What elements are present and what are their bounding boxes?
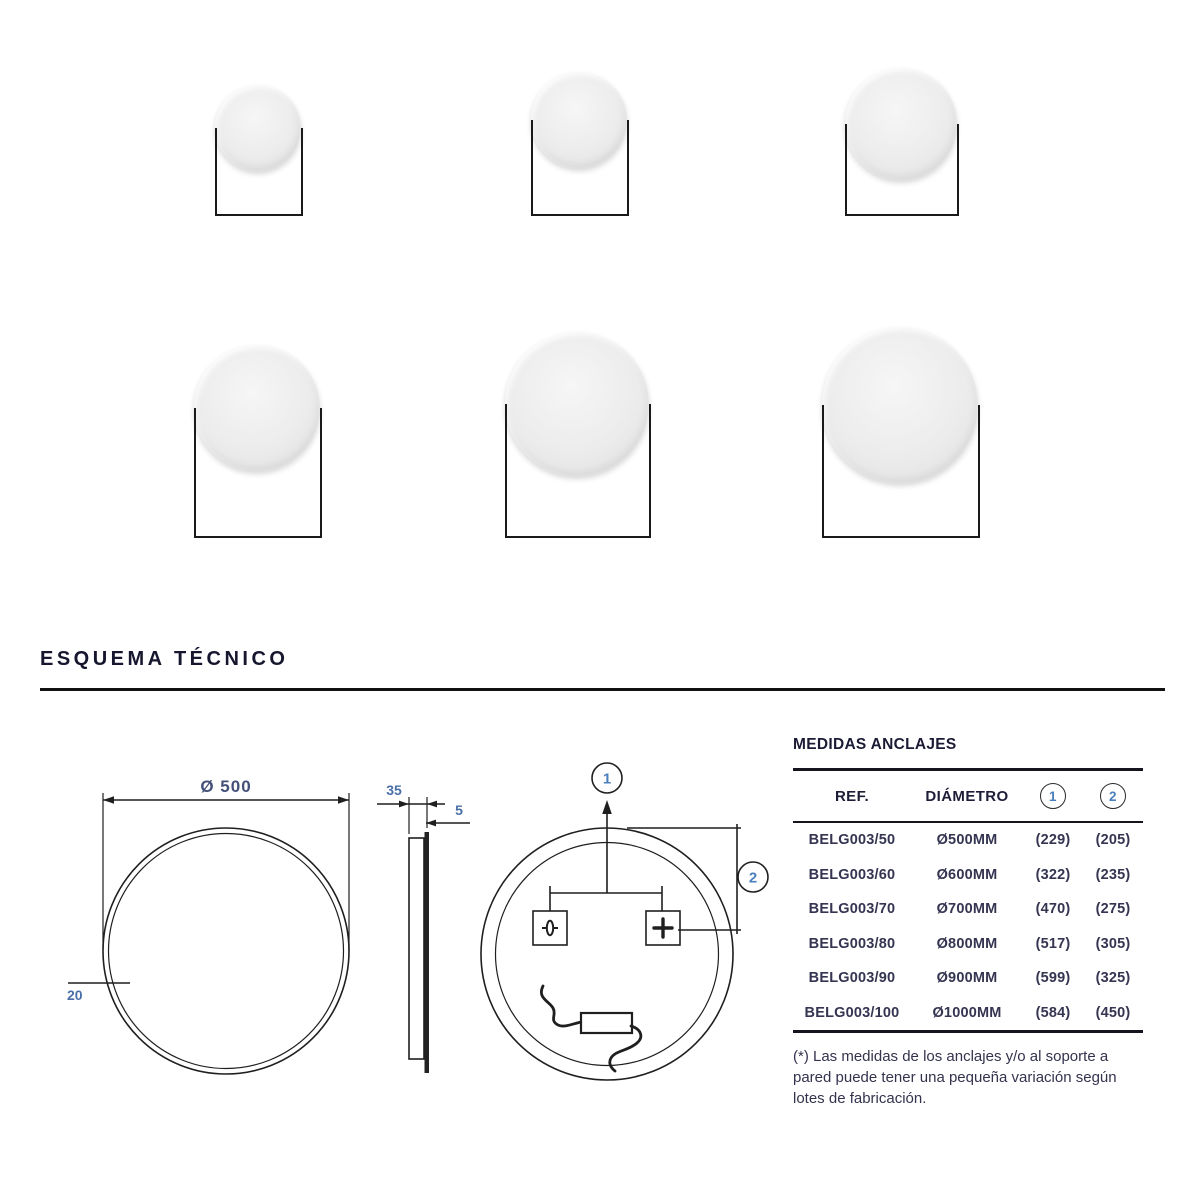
cell-ref: BELG003/100 bbox=[804, 1004, 900, 1021]
rear-view bbox=[481, 763, 768, 1080]
cell-anchor1: (229) bbox=[1035, 832, 1071, 849]
cell-diameter: Ø800MM bbox=[936, 935, 998, 952]
cell-anchor2: (450) bbox=[1095, 1004, 1131, 1021]
cell-ref: BELG003/70 bbox=[808, 901, 896, 918]
circled-1-icon: 1 bbox=[1040, 783, 1066, 809]
anchors-table bbox=[793, 768, 1143, 1033]
cell-anchor2: (305) bbox=[1095, 935, 1131, 952]
section-divider bbox=[40, 688, 1165, 691]
side-depth-label: 35 bbox=[386, 782, 402, 798]
cell-anchor2: (275) bbox=[1095, 901, 1131, 918]
circled-2-icon: 2 bbox=[1100, 783, 1126, 809]
side-view bbox=[377, 782, 470, 1073]
cell-ref: BELG003/50 bbox=[808, 832, 896, 849]
front-view bbox=[67, 777, 349, 1074]
section-title-esquema-tecnico: ESQUEMA TÉCNICO bbox=[40, 648, 289, 670]
edge-width-label: 20 bbox=[67, 987, 83, 1003]
dimension-bracket-60 bbox=[531, 120, 629, 216]
cell-anchor2: (205) bbox=[1095, 832, 1131, 849]
cell-anchor1: (517) bbox=[1035, 935, 1071, 952]
cell-anchor1: (599) bbox=[1035, 970, 1071, 987]
col-header-diameter: DIÁMETRO bbox=[925, 787, 1009, 805]
table-row bbox=[793, 858, 1143, 893]
table-row bbox=[793, 996, 1143, 1031]
table-row bbox=[793, 823, 1143, 858]
cell-diameter: Ø1000MM bbox=[932, 1004, 1002, 1021]
cell-anchor2: (325) bbox=[1095, 970, 1131, 987]
dimension-bracket-90 bbox=[505, 404, 651, 538]
cell-diameter: Ø600MM bbox=[936, 866, 998, 883]
cell-anchor2: (235) bbox=[1095, 866, 1131, 883]
cell-anchor1: (322) bbox=[1035, 866, 1071, 883]
anchor2-marker: 2 bbox=[748, 869, 758, 887]
cell-diameter: Ø900MM bbox=[936, 970, 998, 987]
table-row bbox=[793, 961, 1143, 996]
technical-drawing bbox=[0, 740, 790, 1120]
table-row bbox=[793, 892, 1143, 927]
anchor1-marker: 1 bbox=[602, 770, 612, 788]
dimension-bracket-50 bbox=[215, 128, 303, 216]
cell-anchor1: (470) bbox=[1035, 901, 1071, 918]
cell-diameter: Ø500MM bbox=[936, 832, 998, 849]
col-header-anchor1 bbox=[1023, 783, 1083, 809]
col-header-ref: REF. bbox=[834, 787, 870, 805]
anchors-table-title: MEDIDAS ANCLAJES bbox=[793, 736, 957, 753]
cell-ref: BELG003/90 bbox=[808, 970, 896, 987]
table-footnote: (*) Las medidas de los anclajes y/o al soporte a pared puede tener una pequeña variación según lotes de fabricación. bbox=[793, 1048, 1117, 1107]
dimension-bracket-100 bbox=[822, 405, 980, 538]
dimension-bracket-70 bbox=[845, 124, 959, 216]
cell-ref: BELG003/80 bbox=[808, 935, 896, 952]
dimension-bracket-80 bbox=[194, 408, 322, 538]
col-header-anchor2 bbox=[1083, 783, 1143, 809]
table-row bbox=[793, 927, 1143, 962]
cell-diameter: Ø700MM bbox=[936, 901, 998, 918]
cell-ref: BELG003/60 bbox=[808, 866, 896, 883]
front-diameter-label: Ø 500 bbox=[200, 777, 252, 796]
glass-thickness-label: 5 bbox=[455, 802, 463, 818]
cell-anchor1: (584) bbox=[1035, 1004, 1071, 1021]
table-header-row bbox=[793, 771, 1143, 823]
